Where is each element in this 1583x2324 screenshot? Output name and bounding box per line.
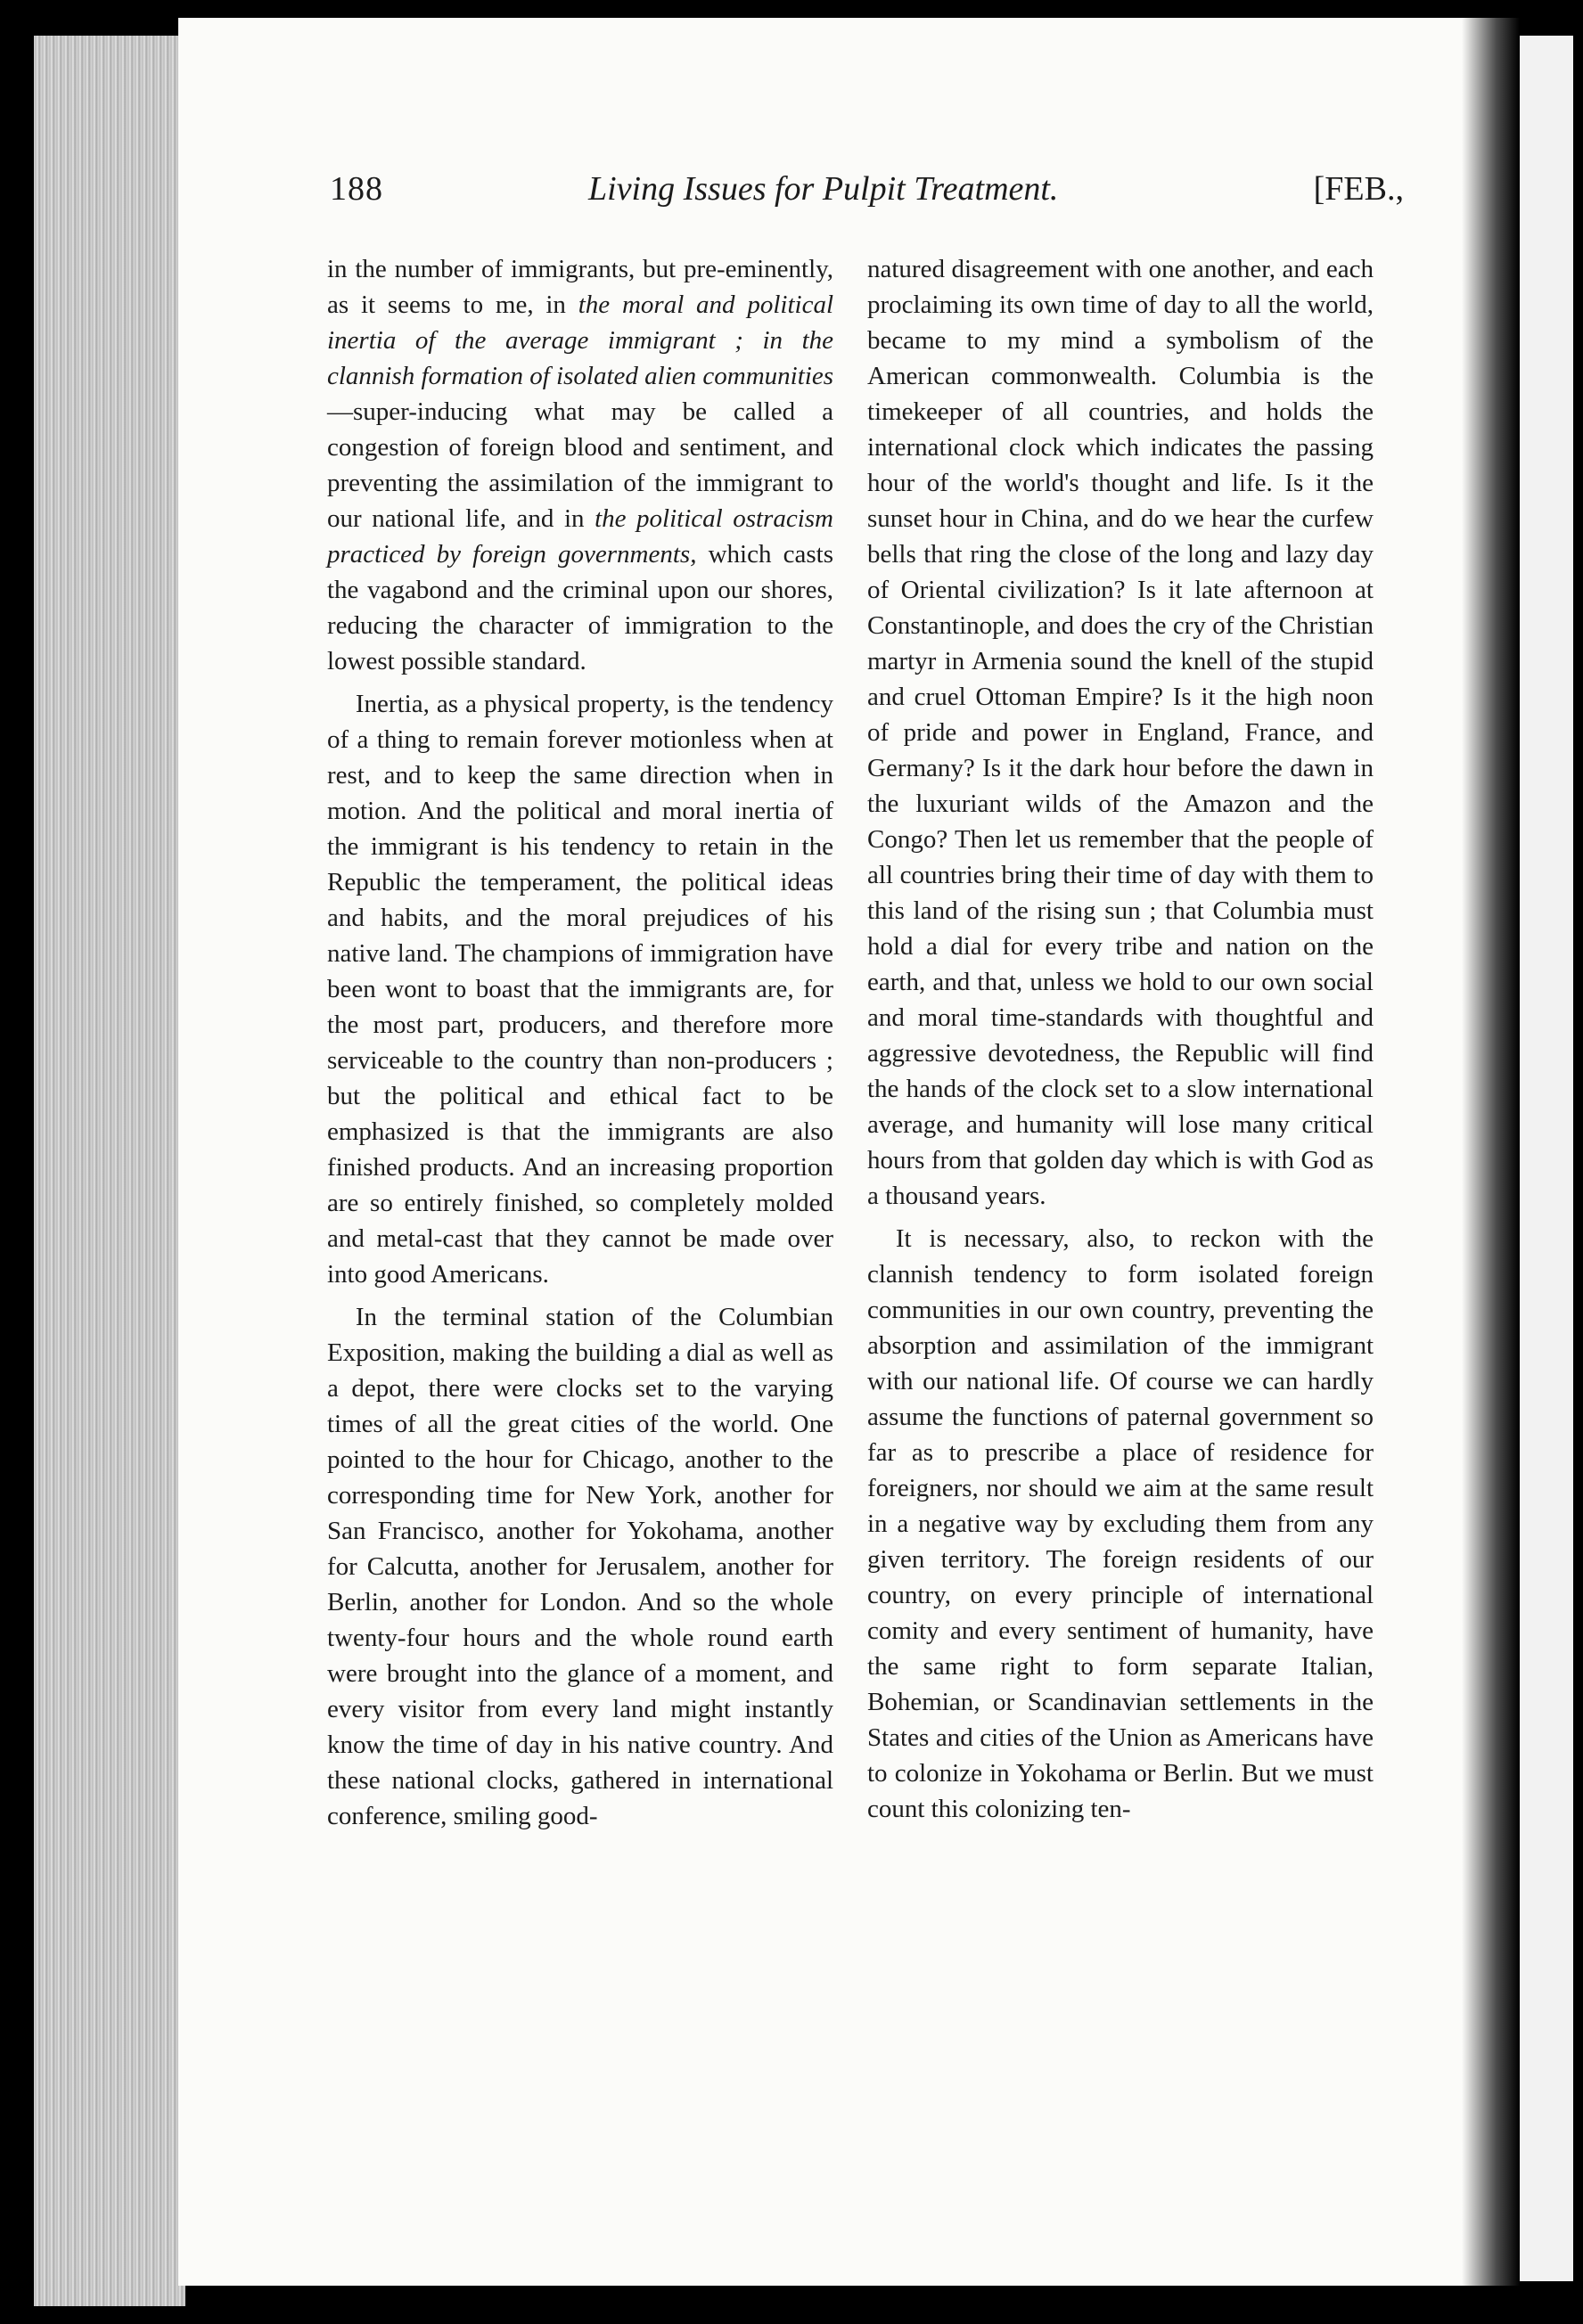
facing-page-edge bbox=[1520, 36, 1573, 2281]
italic-text-run: the moral and political inertia of the average immigrant ; in the clannish formation of isolated alien communities bbox=[327, 290, 834, 390]
paragraph-columbian-exposition: In the terminal station of the Columbian Exposition, making the building a dial as well as a depot, there were clocks set to the varying times of all the great cities of the world. One pointed to the hour for Chicago, another to the corresponding time for New York, another for San Francisco, another for Yokohama, another for Calcutta, another for Jerusalem, another for Berlin, another for London. And so the whole twenty-four hours and the whole round earth were brought into the glance of a moment, and every visitor from every land might instantly know the time of day in his native country. And these national clocks, gathered in international conference, smiling good- bbox=[327, 1303, 833, 1830]
text-run: in the number of immigrants, but pre-eminently, as it seems to me, in bbox=[327, 255, 833, 319]
text-run: which casts the vagabond and the criminal upon our shores, reducing the character of immigration to the lowest possible standard. bbox=[327, 540, 833, 675]
paragraph-continued: natured disagreement with one another, and each proclaiming its own time of day to all the world, became to my mind a symbolism of the American commonwealth. Columbia is the timekeeper of all countries, and holds the international clock which indicates the passing hour of the world's thought and life. Is it the sunset hour in China, and do we hear the curfew bells that ring the close of the long and lazy day of Oriental civilization? Is it late afternoon at Constantinople, and does the cry of the Christian martyr in Armenia sound the knell of the stupid and cruel Ottoman Empire? Is it the high noon of pride and power in England, France, and Germany? Is it the dark hour before the dawn in the luxuriant wilds of the Amazon and the Congo? Then let us remember that the people of all countries bring their time of day with them to this land of the rising sun ; that Columbia must hold a dial for every tribe and nation on the earth, and that, unless we hold to our own social and moral time-standards with thoughtful and aggressive devotedness, the Republic will find the hands of the clock set to a slow international average, and humanity will lose many critical hours from that golden day which is with God as a thousand years. bbox=[867, 255, 1374, 1210]
page-number: 188 bbox=[330, 170, 383, 208]
italic-text-run: the political ostracism practiced by foreign governments, bbox=[327, 504, 833, 569]
book-page-edges bbox=[34, 36, 185, 2306]
running-header bbox=[330, 169, 1404, 223]
paragraph-inertia: Inertia, as a physical property, is the tendency of a thing to remain forever motionless when at rest, and to keep the same direction when in motion. And the political and moral inertia of the immigrant is his tendency to retain in the Republic the temperament, the political ideas and habits, and the moral prejudices of his native land. The champions of immigration have been wont to boast that the immigrants are, for the most part, producers, and therefore more serviceable to the country than non-producers ; but the political and ethical fact to be emphasized is that the immigrants are also finished products. And an increasing proportion are so entirely finished, so completely molded and metal-cast that they cannot be made over into good Americans. bbox=[327, 690, 833, 1289]
paragraph-clannish-tendency: It is necessary, also, to reckon with the clannish tendency to form isolated foreign communities in our own country, preventing the absorption and assimilation of the immigrant with our national life. Of course we can hardly assume the functions of paternal government so far as to prescribe a place of residence for foreigners, nor should we aim at the same result in a negative way by excluding them from any given territory. The foreign residents of our country, on every principle of international comity and every sentiment of humanity, have the same right to form separate Italian, Bohemian, or Scandinavian settlements in the States and cities of the Union as Americans have to colonize in Yokohama or Berlin. But we must count this colonizing ten- bbox=[867, 1224, 1374, 1823]
right-text-column bbox=[867, 251, 1374, 1834]
left-text-column bbox=[327, 251, 833, 1841]
section-mark: [FEB., bbox=[1313, 170, 1404, 208]
text-run: —super-inducing what may be called a congestion of foreign blood and sentiment, and preventing the assimilation of the immigrant to our national life, and in bbox=[327, 397, 833, 533]
binding-gutter-shadow bbox=[1462, 18, 1520, 2286]
paragraph-continued bbox=[327, 251, 833, 679]
running-title: Living Issues for Pulpit Treatment. bbox=[588, 170, 1059, 208]
